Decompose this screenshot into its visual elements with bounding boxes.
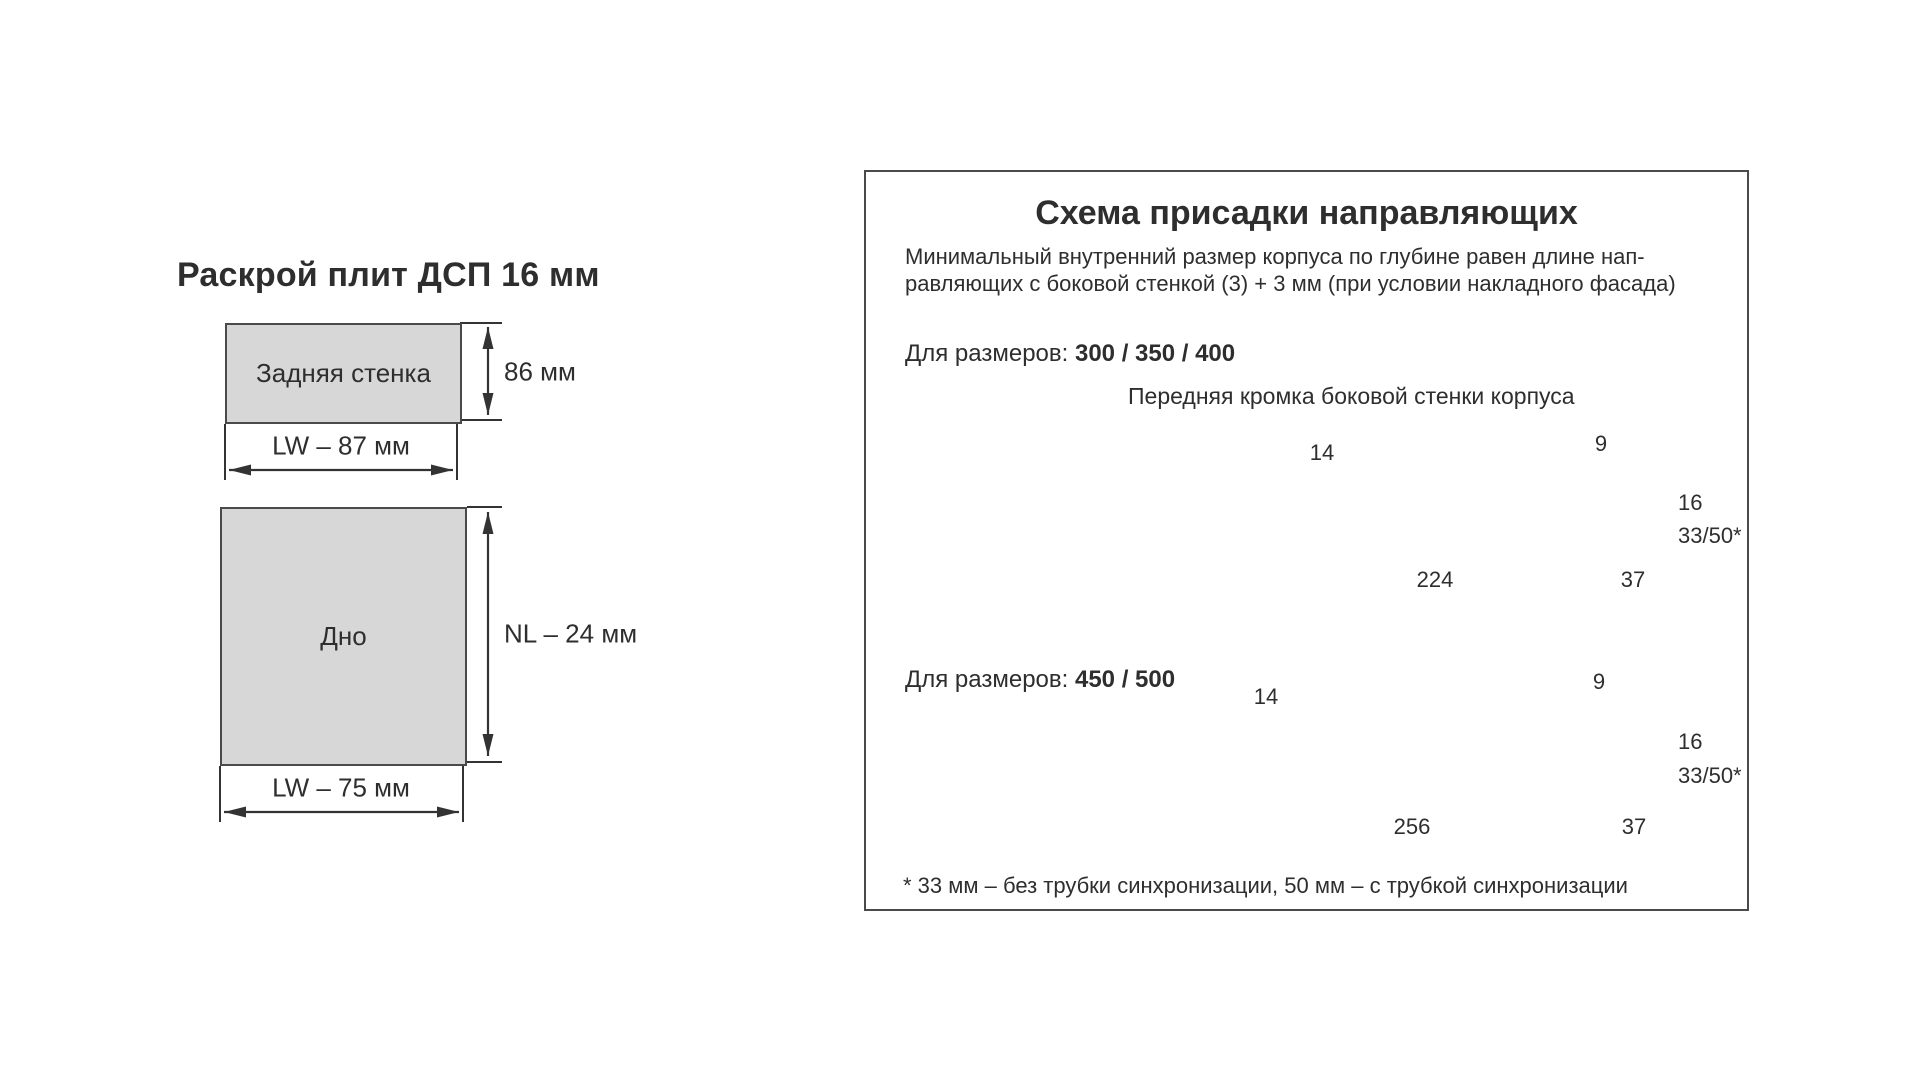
bottom-panel-plate — [220, 507, 467, 766]
d1-dim-224: 224 — [1416, 567, 1454, 592]
scheme-footnote: * 33 мм – без трубки синхронизации, 50 мм – с трубкой синхронизации — [903, 873, 1628, 898]
scheme-title: Схема присадки направляющих — [1035, 194, 1578, 232]
scheme-description-line2: равляющих с боковой стенкой (3) + 3 мм (при условии накладного фасада) — [905, 271, 1676, 296]
diagram2-sizes-label: Для размеров: — [905, 666, 1069, 693]
d1-dim-9: 9 — [1594, 431, 1608, 456]
front-edge-label: Передняя кромка боковой стенки корпуса — [1128, 383, 1575, 409]
diagram1-sizes-label: Для размеров: — [905, 340, 1069, 367]
back-panel-width-dim: LW – 87 мм — [272, 430, 410, 461]
d2-dim-14: 14 — [1253, 684, 1279, 709]
d2-dim-16: 16 — [1678, 729, 1703, 754]
diagram2-sizes-values: 450 / 500 — [1074, 666, 1176, 693]
bottom-panel-label: Дно — [320, 621, 367, 651]
d2-dim-9: 9 — [1592, 669, 1606, 694]
diagram2-sizes-line — [905, 666, 1175, 694]
diagram1-sizes-values: 300 / 350 / 400 — [1074, 340, 1236, 367]
bottom-panel-width-dim: LW – 75 мм — [272, 772, 410, 803]
d2-dim-37: 37 — [1621, 814, 1647, 839]
scheme-description-line1: Минимальный внутренний размер корпуса по глубине равен длине нап- — [905, 244, 1645, 269]
back-panel-label: Задняя стенка — [256, 358, 431, 388]
back-panel-height-dim: 86 мм — [504, 356, 576, 387]
d2-dim-33-50: 33/50* — [1678, 763, 1742, 788]
diagram1-sizes-line — [905, 340, 1235, 368]
d1-dim-37: 37 — [1620, 567, 1646, 592]
cutting-plan-title: Раскрой плит ДСП 16 мм — [177, 256, 600, 294]
back-panel-plate — [225, 323, 462, 424]
d1-dim-16: 16 — [1678, 490, 1703, 515]
d1-dim-14: 14 — [1309, 440, 1335, 465]
d2-dim-256: 256 — [1393, 814, 1431, 839]
d1-dim-33-50: 33/50* — [1678, 523, 1742, 548]
bottom-panel-height-dim: NL – 24 мм — [504, 618, 638, 649]
